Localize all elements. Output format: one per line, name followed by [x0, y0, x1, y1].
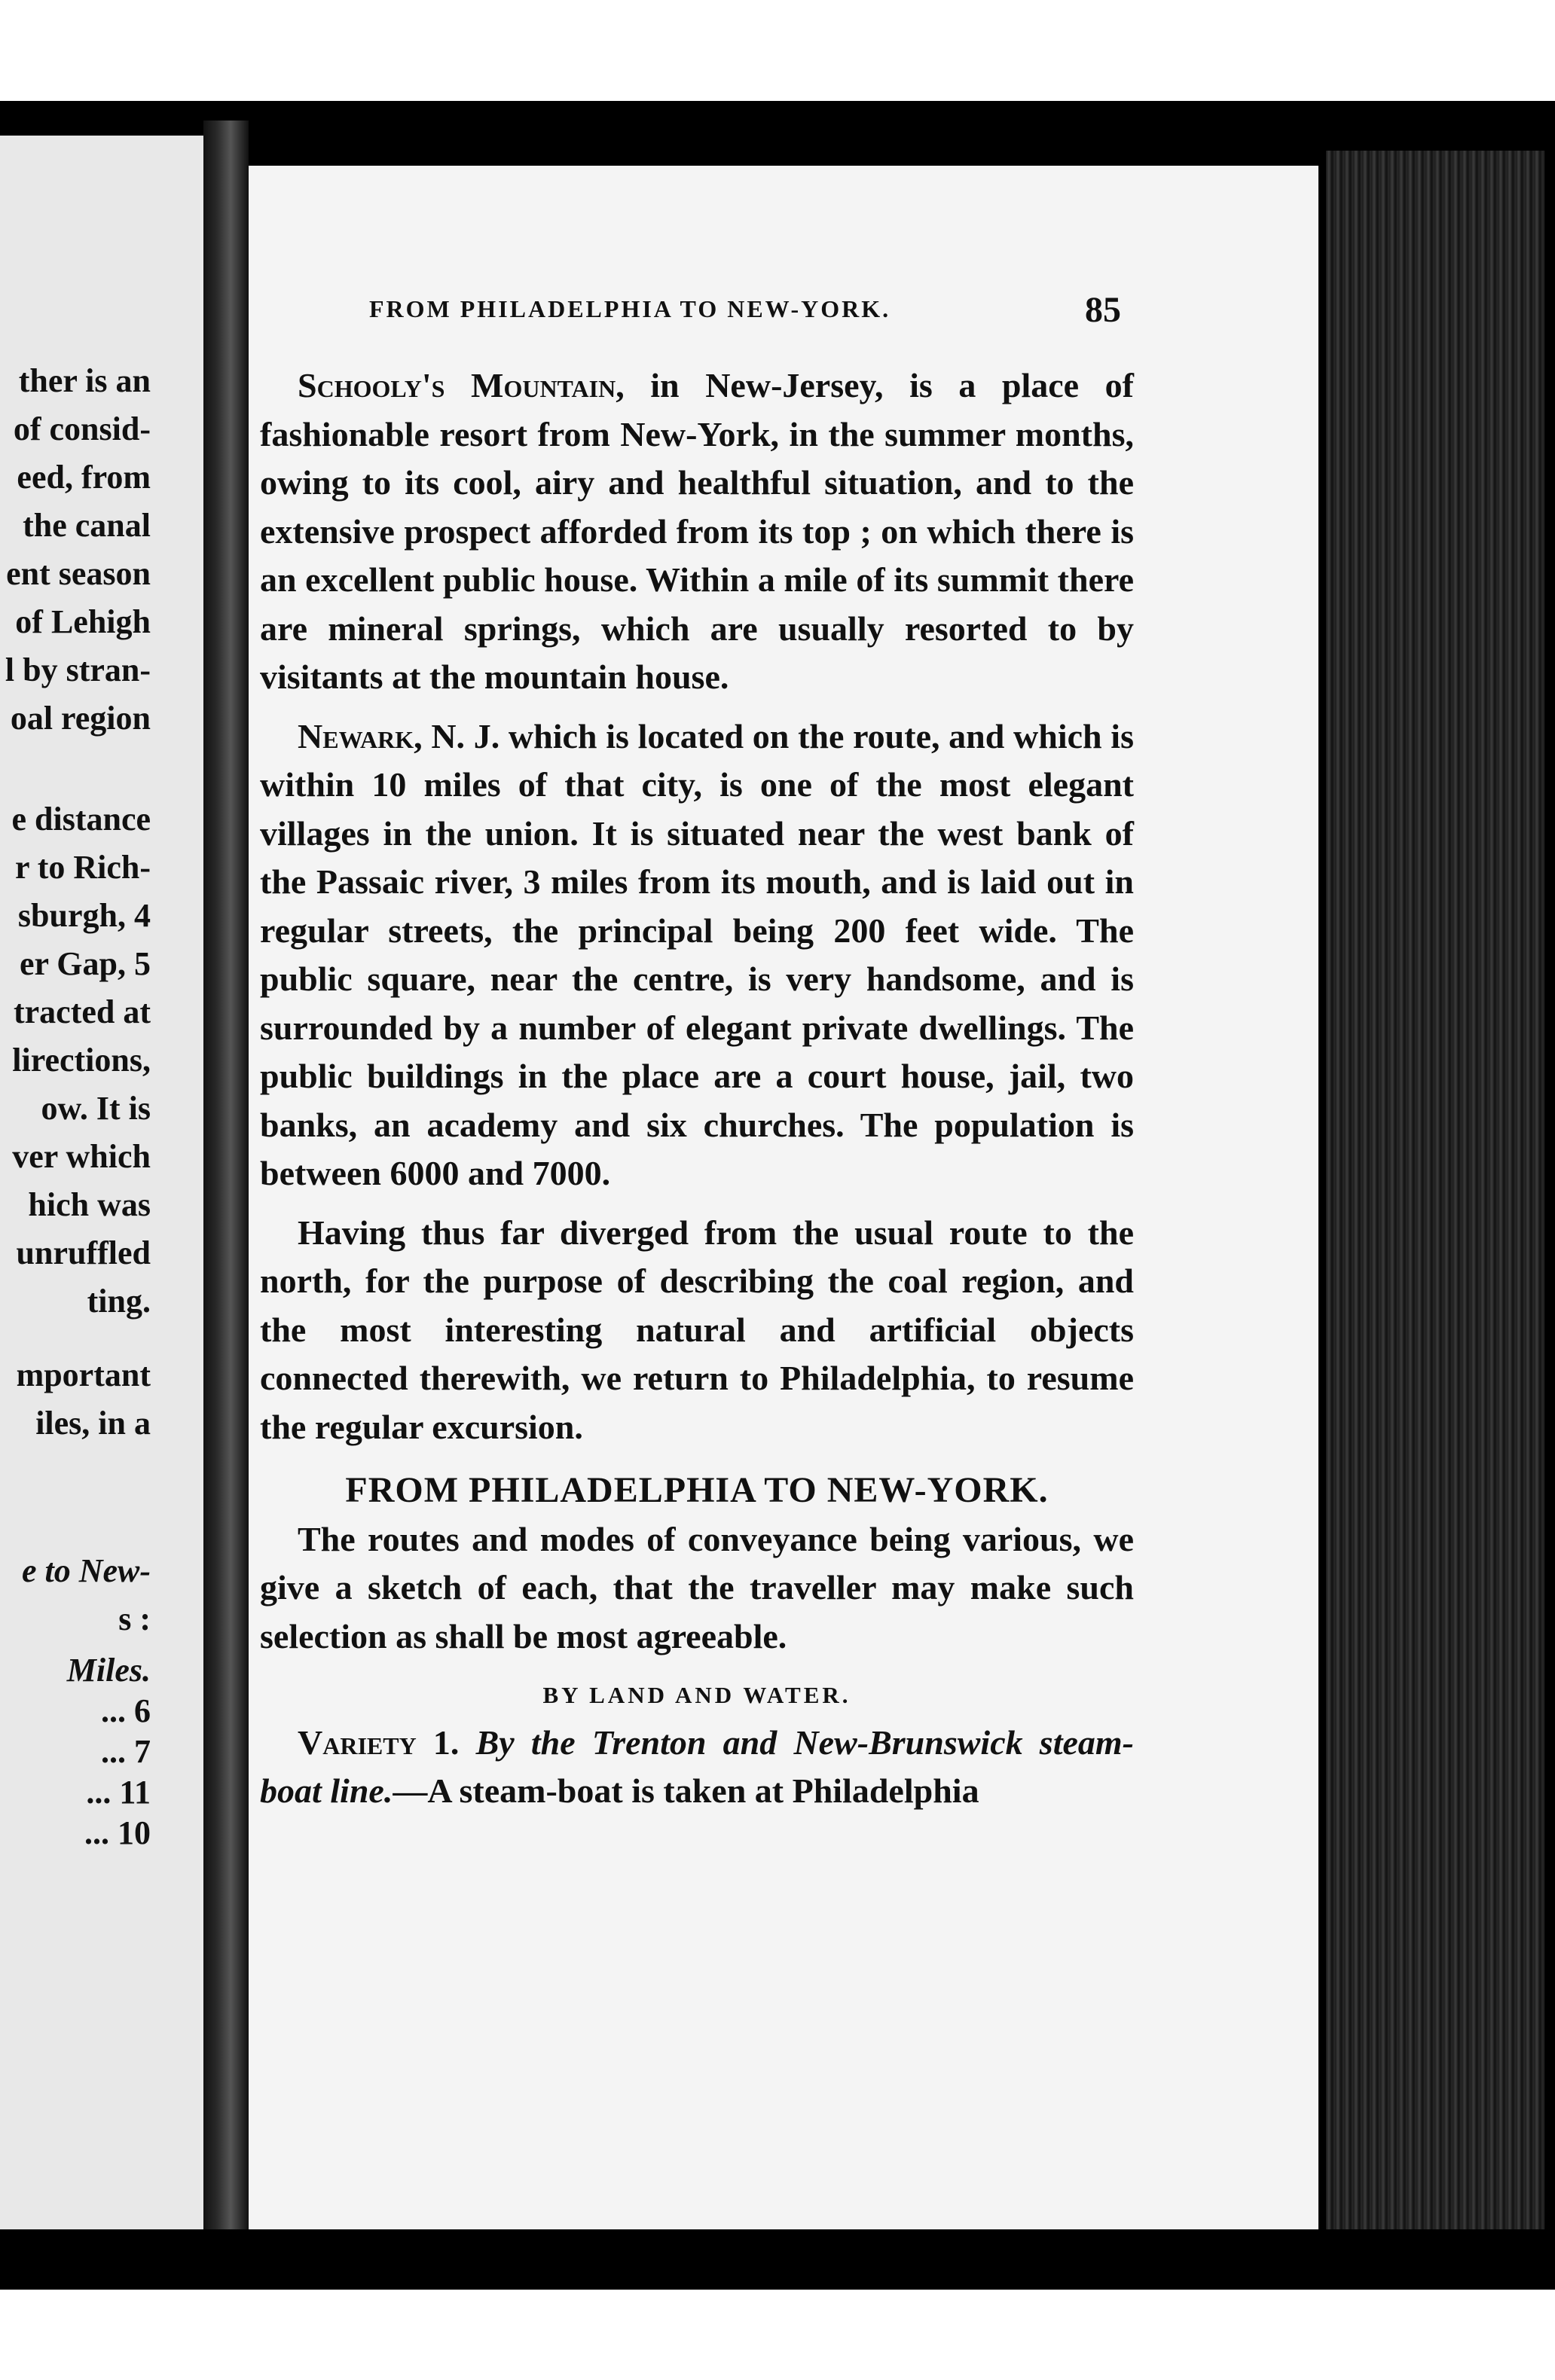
- left-line: er Gap, 5: [20, 945, 151, 982]
- page-edges: [1326, 151, 1544, 2229]
- paragraph-text: in New-Jersey, is a place of fashionable resort from New-York, in the summer months, owing to its cool, airy and healthful situation, and to the extensive prospect afforded from its top ; on which there is an excellent public house. Within a mile of its summit there are mineral springs, which are usually resorted to by visitants at the mountain house.: [260, 366, 1134, 696]
- left-line: ver which: [12, 1138, 151, 1175]
- left-line: Miles.: [66, 1652, 151, 1689]
- book-gutter: [203, 121, 249, 2229]
- entry-name: Schooly's Mountain,: [298, 366, 625, 404]
- left-line: r to Rich-: [14, 849, 151, 886]
- left-line: oal region: [10, 700, 151, 737]
- paragraph-text: —A steam-boat is taken at Philadelphia: [393, 1771, 979, 1810]
- left-line: s :: [118, 1600, 151, 1637]
- left-line: of Lehigh: [15, 603, 151, 640]
- left-line: sburgh, 4: [17, 897, 151, 934]
- variety-title: By the Trenton and New-Brunswick steam-boat line.: [260, 1722, 1134, 1810]
- left-line: ow. It is: [41, 1090, 151, 1127]
- left-line: the canal: [23, 507, 151, 544]
- left-line: e to New-: [21, 1552, 151, 1589]
- running-head: FROM PHILADELPHIA TO NEW-YORK.: [369, 295, 891, 322]
- scan-top-margin: [0, 0, 1555, 101]
- left-line: ... 11: [86, 1774, 151, 1811]
- subheading: BY LAND AND WATER.: [542, 1682, 851, 1708]
- left-line: of consid-: [13, 410, 151, 447]
- paragraph-variety-1: [260, 1719, 1134, 1816]
- left-line: e distance: [11, 801, 151, 838]
- scan-bottom-margin: [0, 2290, 1555, 2380]
- paragraph-text: Having thus far diverged from the usual route to the north, for the purpose of describing the coal region, and the most interesting natural and artificial objects connected therewith, we return to Philadelphia, to resume the regular excursion.: [260, 1213, 1134, 1446]
- left-line: unruffled: [16, 1234, 151, 1271]
- page-number: 85: [1085, 290, 1121, 330]
- left-line: ... 6: [101, 1692, 151, 1729]
- paragraph-text: The routes and modes of conveyance being various, we give a sketch of each, that the traveller may make such selection as shall be most agreeable.: [260, 1519, 1134, 1655]
- left-line: eed, from: [17, 459, 151, 496]
- left-line: lirections,: [12, 1042, 151, 1079]
- left-line: ting.: [87, 1283, 151, 1320]
- paragraph-return: [260, 1209, 1134, 1452]
- entry-name: Newark,: [298, 716, 423, 755]
- page-body: [260, 362, 1134, 1826]
- left-line: tracted at: [13, 993, 151, 1030]
- paragraph-newark: [260, 712, 1134, 1198]
- left-line: ... 10: [84, 1814, 151, 1851]
- paragraph-text: N. J. which is located on the route, and which is within 10 miles of that city, is one of the most elegant villages in the union. It is situated near the west bank of the Passaic river, 3 miles from its mouth, and is laid out in regular streets, the principal being 200 feet wide. The public square, near the centre, is very handsome, and is surrounded by a number of elegant private dwellings. The public buildings in the place are a court house, jail, two banks, an academy and six churches. The population is between 6000 and 7000.: [260, 716, 1134, 1192]
- left-line: ther is an: [18, 362, 151, 399]
- left-page: [0, 136, 203, 2229]
- section-heading: FROM PHILADELPHIA TO NEW-YORK.: [345, 1470, 1049, 1510]
- left-line: ... 7: [101, 1733, 151, 1770]
- left-line: l by stran-: [5, 651, 151, 688]
- paragraph-routes: [260, 1515, 1134, 1661]
- left-line: iles, in a: [35, 1405, 151, 1442]
- left-line: ent season: [6, 555, 151, 592]
- left-line: hich was: [28, 1186, 151, 1223]
- paragraph-schoolys-mountain: [260, 362, 1134, 702]
- variety-label: Variety 1.: [298, 1722, 460, 1762]
- left-line: mportant: [16, 1356, 151, 1393]
